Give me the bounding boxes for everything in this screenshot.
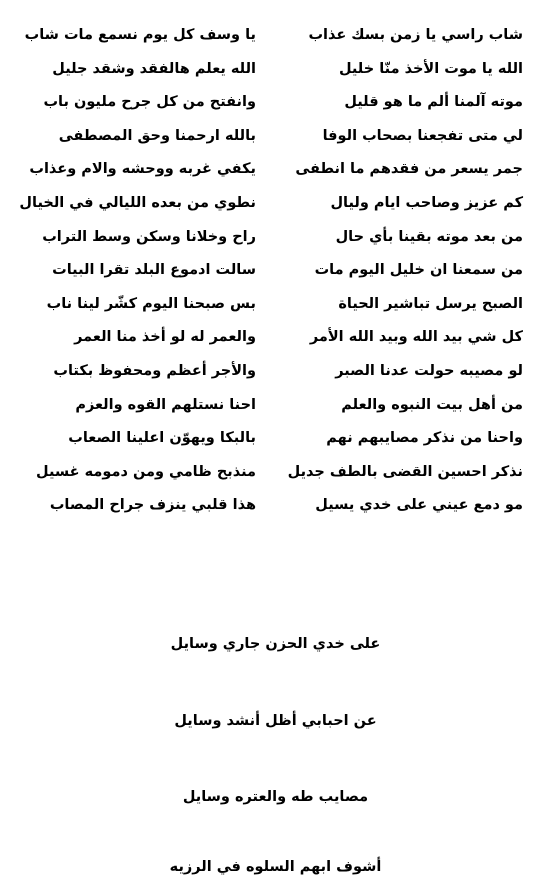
refrain-line: مصايب طه والعتره وسايل bbox=[182, 789, 369, 805]
first-hemistich: الصبح يرسل تباشير الحياة bbox=[338, 295, 523, 312]
couplets-list bbox=[0, 24, 551, 528]
second-hemistich: منذبح ظامي ومن دمومه غسيل bbox=[36, 463, 256, 480]
couplet bbox=[0, 461, 551, 495]
couplet bbox=[0, 427, 551, 461]
second-hemistich: يا وسف كل يوم نسمع مات شاب bbox=[24, 27, 256, 43]
first-hemistich: من بعد موته بقينا بأي حال bbox=[335, 228, 523, 245]
refrain-line: أشوف ابهم السلوه في الرزيه bbox=[169, 859, 382, 875]
second-hemistich: وانفتح من كل جرح مليون باب bbox=[43, 94, 256, 111]
first-hemistich: شاب راسي يا زمن بسك عذاب bbox=[308, 27, 523, 43]
first-hemistich: كل شي بيد الله وبيد الله الأمر bbox=[309, 329, 523, 346]
couplet bbox=[0, 158, 551, 192]
refrain-line: عن احبابي أظل أنشد وسايل bbox=[174, 713, 377, 729]
first-hemistich: لو مصيبه حولت عدنا الصبر bbox=[335, 362, 523, 379]
first-hemistich: الله يا موت الأخذ منّا خليل bbox=[338, 60, 523, 77]
couplet bbox=[0, 394, 551, 428]
first-hemistich: كم عزيز وصاحب ايام وليال bbox=[330, 194, 523, 211]
second-hemistich: راح وخلانا وسكن وسط التراب bbox=[42, 228, 256, 245]
couplet bbox=[0, 58, 551, 92]
couplet bbox=[0, 326, 551, 360]
second-hemistich: الله يعلم هالفقد وشقد جليل bbox=[52, 60, 256, 77]
couplet bbox=[0, 360, 551, 394]
couplet bbox=[0, 226, 551, 260]
couplet bbox=[0, 494, 551, 528]
first-hemistich: موته آلمنا ألم ما هو قليل bbox=[344, 94, 523, 111]
first-hemistich: من سمعنا ان خليل اليوم مات bbox=[314, 262, 523, 279]
second-hemistich: والأجر أعظم ومحفوظ بكتاب bbox=[53, 362, 256, 379]
second-hemistich: هذا قلبي ينزف جراح المصاب bbox=[49, 497, 256, 514]
couplet bbox=[0, 259, 551, 293]
second-hemistich: والعمر له لو أخذ منا العمر bbox=[74, 329, 256, 346]
second-hemistich: نطوي من بعده الليالي في الخيال bbox=[19, 194, 256, 211]
first-hemistich: نذكر احسين القضى بالطف جديل bbox=[287, 463, 523, 480]
first-hemistich: مو دمع عيني على خدي يسيل bbox=[315, 497, 523, 514]
second-hemistich: سالت ادموع البلد تقرا البيات bbox=[52, 262, 256, 279]
refrain-line: على خدي الحزن جاري وسايل bbox=[170, 636, 381, 652]
couplet bbox=[0, 91, 551, 125]
first-hemistich: لي متى تفجعنا بصحاب الوفا bbox=[322, 127, 523, 144]
second-hemistich: بالبكا ويهوّن اعلينا الصعاب bbox=[68, 430, 256, 447]
second-hemistich: احنا نستلهم القوه والعزم bbox=[75, 396, 256, 413]
first-hemistich: جمر يسعر من فقدهم ما انطفى bbox=[295, 161, 523, 178]
couplet bbox=[0, 125, 551, 159]
couplet bbox=[0, 192, 551, 226]
second-hemistich: بس صبحنا اليوم كشّر لينا ناب bbox=[46, 295, 256, 312]
couplet bbox=[0, 24, 551, 58]
couplet bbox=[0, 293, 551, 327]
second-hemistich: بالله ارحمنا وحق المصطفى bbox=[58, 127, 256, 144]
first-hemistich: واحنا من نذكر مصايبهم نهم bbox=[326, 430, 523, 447]
first-hemistich: من أهل بيت النبوه والعلم bbox=[341, 396, 523, 413]
second-hemistich: يكفي غربه ووحشه والام وعذاب bbox=[29, 161, 256, 178]
